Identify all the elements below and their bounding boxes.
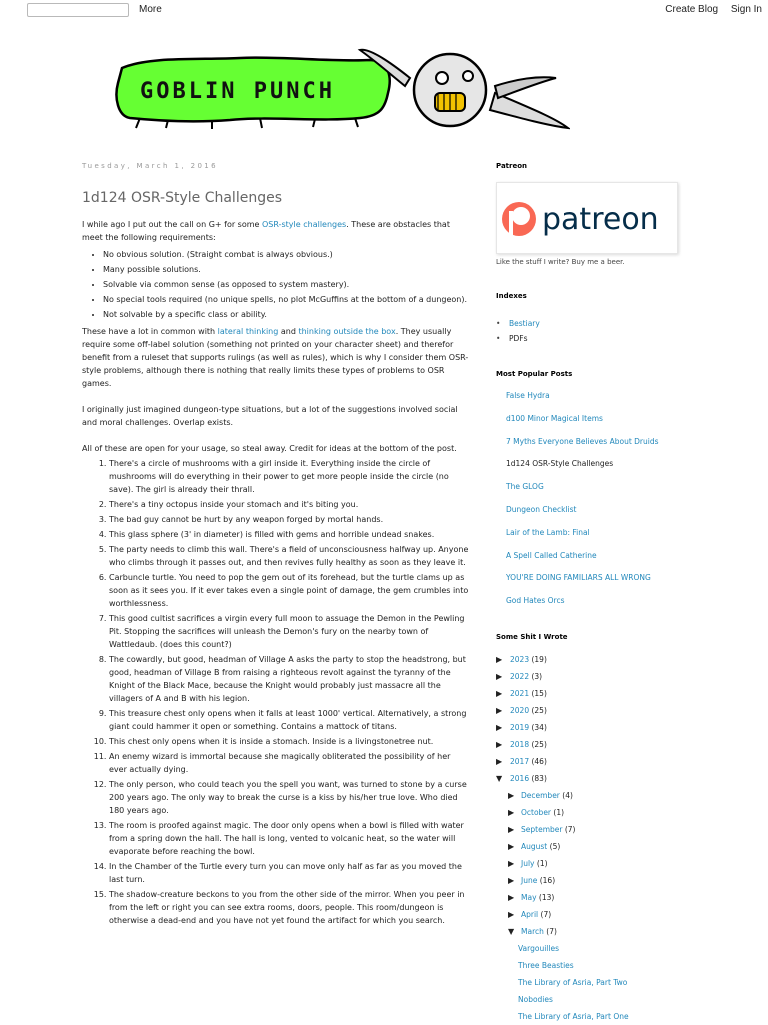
month-count: (7) xyxy=(564,824,576,834)
list-item[interactable] xyxy=(496,957,696,974)
list-item: 10. This chest only opens when it is inside a stomach. Inside is a livingstonetree nut. xyxy=(109,735,470,748)
month-count: (1) xyxy=(553,807,565,817)
list-item[interactable] xyxy=(496,453,696,476)
patreon-caption: Like the stuff I write? Buy me a beer. xyxy=(496,258,625,266)
archive-year[interactable] xyxy=(496,753,696,770)
patreon-banner[interactable] xyxy=(496,182,678,254)
year-link[interactable]: 2021 xyxy=(510,688,530,698)
expand-icon[interactable]: ▶ xyxy=(508,807,515,817)
sidebar xyxy=(496,160,696,1025)
popular-link[interactable]: 1d124 OSR-Style Challenges xyxy=(506,459,614,469)
navbar-search-input[interactable] xyxy=(27,3,129,17)
list-item[interactable] xyxy=(496,499,696,522)
year-count: (46) xyxy=(531,756,547,766)
year-link[interactable]: 2017 xyxy=(510,756,530,766)
expand-icon[interactable]: ▶ xyxy=(508,875,515,885)
year-count: (15) xyxy=(531,688,547,698)
month-count: (1) xyxy=(536,858,548,868)
expand-icon[interactable]: ▶ xyxy=(496,688,503,698)
post-intro: I while ago I put out the call on G+ for some OSR-style challenges. These are obstacles that meet the following requirements: xyxy=(82,220,450,242)
post-main xyxy=(82,160,470,929)
archive-month-open[interactable] xyxy=(496,923,696,940)
archive-month[interactable] xyxy=(496,872,696,889)
list-item[interactable] xyxy=(496,431,696,454)
popular-link[interactable]: Lair of the Lamb: Final xyxy=(506,527,590,537)
archive-year[interactable] xyxy=(496,719,696,736)
expand-icon[interactable]: ▶ xyxy=(496,654,503,664)
list-item[interactable] xyxy=(496,545,696,568)
archive-months xyxy=(496,787,696,940)
list-item: 1. There's a circle of mushrooms with a girl inside it. Everything inside the circle of mushrooms will do everything in their power to get more people inside the circle (no save). The girl is already their thrall. xyxy=(109,457,470,496)
archive-year[interactable] xyxy=(496,702,696,719)
create-blog-link[interactable]: Create Blog xyxy=(665,4,719,15)
challenges-list xyxy=(82,457,470,927)
expand-icon[interactable]: ▶ xyxy=(508,858,515,868)
list-item[interactable] xyxy=(496,991,696,1008)
list-item[interactable] xyxy=(496,590,696,613)
osr-challenges-link[interactable]: OSR-style challenges xyxy=(262,220,347,229)
post-date: Tuesday, March 1, 2016 xyxy=(82,162,219,170)
month-count: (16) xyxy=(539,875,556,885)
popular-link[interactable]: YOU'RE DOING FAMILIARS ALL WRONG xyxy=(506,573,651,583)
list-item: 8. The cowardly, but good, headman of Village A asks the party to stop the headstrong, but good, headman of Village B from raising a righteous revolt against the tyranny of the Knight of the Black Mace, because the Knight would probably just massacre all the villagers of A and B with his legion. xyxy=(109,653,470,705)
popular-link[interactable]: False Hydra xyxy=(506,391,550,400)
month-count: (13) xyxy=(538,892,555,902)
month-link[interactable]: May xyxy=(521,892,537,902)
bestiary-link[interactable]: Bestiary xyxy=(509,319,540,328)
year-count: (25) xyxy=(531,705,547,715)
month-link[interactable]: March xyxy=(521,926,544,936)
list-item: 9. This treasure chest only opens when it falls at least 1000' vertical. Alternatively, a strong giant could hammer it open or something. Contains a mattock of titans. xyxy=(109,707,470,733)
archive-year[interactable] xyxy=(496,668,696,685)
list-item[interactable] xyxy=(496,940,696,957)
expand-icon[interactable]: ▶ xyxy=(508,892,515,902)
month-link[interactable]: April xyxy=(521,909,539,919)
archive-heading: Some Shit I Wrote xyxy=(496,632,568,641)
list-item: • Solvable via common sense (as opposed to system mastery). xyxy=(103,278,470,291)
year-link[interactable]: 2022 xyxy=(510,671,530,681)
popular-link[interactable]: God Hates Orcs xyxy=(506,596,565,606)
post-paragraph-2: These have a lot in common with lateral thinking and thinking outside the box. They usually require some off-label solution (something not printed on your character sheet) and therefor benefit from a ruleset that supports rulings (as well as rules), which is why I consider them OSR-style problems, although there is nothing that really limits these types of problems to OSR games. xyxy=(82,327,469,388)
expand-icon[interactable]: ▶ xyxy=(508,841,515,851)
list-item[interactable] xyxy=(496,476,696,499)
list-item: 3. The bad guy cannot be hurt by any weapon forged by mortal hands. xyxy=(109,513,470,526)
month-count: (7) xyxy=(546,926,557,936)
patreon-word: patreon xyxy=(542,202,659,237)
pdfs-link[interactable]: PDFs xyxy=(509,334,528,343)
popular-link[interactable]: The GLOG xyxy=(506,482,544,492)
logo-text: GOBLIN PUNCH xyxy=(140,79,335,104)
year-link[interactable]: 2018 xyxy=(510,739,530,749)
expand-icon[interactable]: ▶ xyxy=(496,705,503,715)
list-item: 4. This glass sphere (3' in diameter) is filled with gems and horrible undead snakes. xyxy=(109,528,470,541)
list-item[interactable] xyxy=(496,316,696,331)
post-paragraph-3: I originally just imagined dungeon-type situations, but a lot of the suggestions involved social and moral challenges. Overlap exists. xyxy=(82,405,458,427)
requirements-list xyxy=(82,248,470,321)
year-link[interactable]: 2023 xyxy=(510,654,530,664)
archive-post-link[interactable]: Vargouilles xyxy=(518,943,559,953)
list-item: 13. The room is proofed against magic. The door only opens when a bowl is filled with water from a spring down the hall. The hall is long, vented to volcanic heat, so the water will evaporate before reaching the bowl. xyxy=(109,819,470,858)
month-link[interactable]: October xyxy=(521,807,552,817)
list-item[interactable] xyxy=(496,567,696,590)
list-item[interactable] xyxy=(496,385,696,408)
archive-year[interactable] xyxy=(496,685,696,702)
list-item: • Not solvable by a specific class or ability. xyxy=(103,308,470,321)
archive-post-link[interactable]: The Library of Asria, Part Two xyxy=(518,977,628,987)
collapse-icon[interactable]: ▼ xyxy=(508,926,515,936)
list-item: 2. There's a tiny octopus inside your stomach and it's biting you. xyxy=(109,498,470,511)
sign-in-link[interactable]: Sign In xyxy=(730,4,762,15)
archive-month[interactable] xyxy=(496,821,696,838)
archive-month[interactable] xyxy=(496,855,696,872)
thinking-outside-box-link[interactable]: thinking outside the box xyxy=(298,327,396,336)
month-link[interactable]: July xyxy=(521,858,535,868)
list-item: • Many possible solutions. xyxy=(103,263,470,276)
list-item[interactable] xyxy=(496,522,696,545)
list-item[interactable] xyxy=(496,331,696,346)
archive-list xyxy=(496,651,696,787)
popular-link[interactable]: A Spell Called Catherine xyxy=(506,550,597,560)
archive-month[interactable] xyxy=(496,906,696,923)
blogger-navbar xyxy=(0,0,768,22)
expand-icon[interactable]: ▶ xyxy=(496,739,503,749)
year-count: (25) xyxy=(531,739,547,749)
archive-posts xyxy=(496,940,696,1025)
popular-link[interactable]: d100 Minor Magical Items xyxy=(506,413,603,423)
year-count: (19) xyxy=(531,654,547,664)
list-item: 14. In the Chamber of the Turtle every turn you can move only half as far as you moved the last turn. xyxy=(109,860,470,886)
post-title[interactable]: 1d124 OSR-Style Challenges xyxy=(82,190,282,206)
patreon-heading: Patreon xyxy=(496,162,528,170)
year-link[interactable]: 2019 xyxy=(510,722,530,732)
patreon-logo-icon xyxy=(497,183,677,253)
expand-icon[interactable]: ▶ xyxy=(496,671,503,681)
indexes-list xyxy=(496,316,696,346)
month-count: (4) xyxy=(562,790,573,800)
list-item[interactable] xyxy=(496,974,696,991)
archive-month[interactable] xyxy=(496,787,696,804)
expand-icon[interactable]: ▶ xyxy=(496,722,503,732)
popular-posts-list xyxy=(496,385,696,613)
navbar-more-link[interactable]: More xyxy=(139,4,162,15)
archive-year[interactable] xyxy=(496,651,696,668)
archive-post-link[interactable]: Nobodies xyxy=(518,994,553,1004)
archive-month[interactable] xyxy=(496,889,696,906)
month-link[interactable]: June xyxy=(521,875,538,885)
expand-icon[interactable]: ▶ xyxy=(496,756,503,766)
month-count: (5) xyxy=(549,841,561,851)
expand-icon[interactable]: ▶ xyxy=(508,824,515,834)
month-link[interactable]: August xyxy=(521,841,548,851)
list-item: 5. The party needs to climb this wall. There's a field of unconsciousness halfway up. Anyone who climbs through it passes out, and then revives fully healthy as soon as they leave it. xyxy=(109,543,470,569)
archive-year[interactable] xyxy=(496,736,696,753)
month-link[interactable]: December xyxy=(521,790,560,800)
archive-post-link[interactable]: Three Beasties xyxy=(518,960,574,970)
archive-month[interactable] xyxy=(496,804,696,821)
year-link[interactable]: 2016 xyxy=(510,773,530,783)
popular-link[interactable]: 7 Myths Everyone Believes About Druids xyxy=(506,436,659,446)
list-item[interactable] xyxy=(496,408,696,431)
archive-year-open[interactable] xyxy=(496,770,696,787)
list-item: 15. The shadow-creature beckons to you from the other side of the mirror. When you peer in from the left or right you can see extra rooms, doors, people. This room/dungeon is otherwise a dead-end and you have not yet found the artifact for which you search. xyxy=(109,888,470,927)
popular-heading: Most Popular Posts xyxy=(496,370,573,378)
goblin-punch-logo-icon xyxy=(110,38,570,138)
month-count: (7) xyxy=(540,909,552,919)
post-paragraph-4: All of these are open for your usage, so steal away. Credit for ideas at the bottom of the post. xyxy=(82,444,457,453)
month-link[interactable]: September xyxy=(521,824,563,834)
list-item: 6. Carbuncle turtle. You need to pop the gem out of its forehead, but the turtle clams up as soon as it sees you. If it ever takes even a single point of damage, the gem crumbles into worthlessness. xyxy=(109,571,470,610)
list-item: 7. This good cultist sacrifices a virgin every full moon to assuage the Demon in the Pewling Pit. Stopping the sacrifices will unleash the Demon's fury on the nearby town of Wattledaub. (does this count?) xyxy=(109,612,470,651)
year-count: (3) xyxy=(531,671,543,681)
year-link[interactable]: 2020 xyxy=(510,705,530,715)
list-item: 11. An enemy wizard is immortal because she magically obliterated the possibility of her ever actually dying. xyxy=(109,750,470,776)
year-count: (83) xyxy=(531,773,547,783)
list-item: • No obvious solution. (Straight combat is always obvious.) xyxy=(103,248,470,261)
collapse-icon[interactable]: ▼ xyxy=(496,773,503,783)
list-item: 12. The only person, who could teach you the spell you want, was turned to stone by a curse 200 years ago. The only way to break the curse is a kiss by his/her true love. Who died 180 years ago. xyxy=(109,778,470,817)
lateral-thinking-link[interactable]: lateral thinking xyxy=(217,327,279,336)
expand-icon[interactable]: ▶ xyxy=(508,790,515,800)
indexes-heading: Indexes xyxy=(496,292,527,300)
blog-header-logo[interactable] xyxy=(110,38,570,138)
popular-link[interactable]: Dungeon Checklist xyxy=(506,504,577,514)
expand-icon[interactable]: ▶ xyxy=(508,909,515,919)
archive-month[interactable] xyxy=(496,838,696,855)
archive-post-link[interactable]: The Library of Asria, Part One xyxy=(518,1011,629,1021)
year-count: (34) xyxy=(531,722,547,732)
list-item[interactable] xyxy=(496,1008,696,1025)
list-item: • No special tools required (no unique spells, no plot McGuffins at the bottom of a dungeon). xyxy=(103,293,470,306)
